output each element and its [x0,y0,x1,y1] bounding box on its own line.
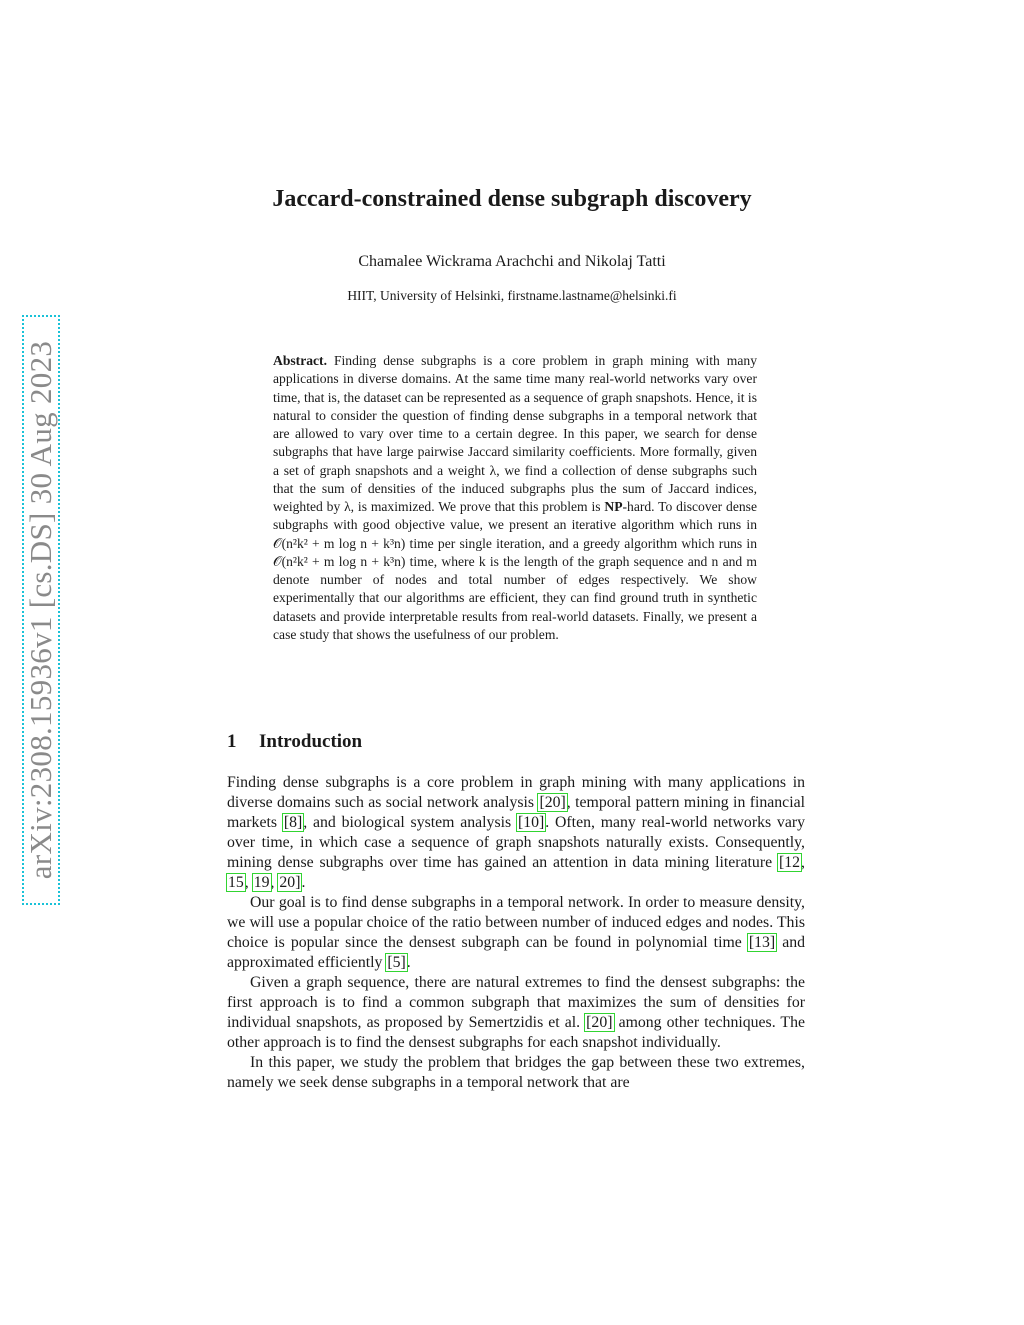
abstract-text-part2: -hard. To discover dense subgraphs with good objective value, we present an iterative algorithm which runs in 𝒪(n²k² + m log n + k³n) time per single iteration, and a greedy algorithm which runs in 𝒪(n²k² + m log n + k³n) time, where k is the length of the graph sequence and n and m denote number of nodes and total number of edges respectively. We show experimentally that our algorithms are efficient, they can find ground truth in synthetic datasets and provide interpretable results from real-world datasets. Finally, we present a case study that shows the usefulness of our problem. [273,499,757,642]
citation-link[interactable]: 19 [253,874,270,891]
citation-link[interactable]: [8] [283,814,303,831]
citation-link[interactable]: [13] [748,934,776,951]
p1-text-e: . [301,874,306,891]
paragraph-1 [227,773,805,893]
paragraph-4: In this paper, we study the problem that bridges the gap between these two extremes, namely we seek dense subgraphs in a temporal network that are [227,1054,805,1091]
p3-text-b: among other techniques. The other approach is to find the densest subgraphs for each snapshot individually. [227,1014,805,1051]
p2-text-a: Our goal is to find dense subgraphs in a temporal network. In order to measure density, we will use a popular choice of the ratio between number of induced edges and nodes. This choice is popular since the densest subgraph can be found in polynomial time [227,894,805,951]
paper-title: Jaccard-constrained dense subgraph discovery [272,186,752,212]
p1-sep: , [801,854,805,871]
p2-text-b: and approximated efficiently [227,934,805,971]
citation-link[interactable]: [12 [778,854,801,871]
p1-text-a: Finding dense subgraphs is a core problem in graph mining with many applications in diverse domains such as social network analysis [227,774,805,811]
paragraph-2 [227,893,805,973]
section-title: Introduction [259,731,363,752]
citation-link[interactable]: 20] [279,874,301,891]
p1-sep: , [244,874,253,891]
abstract-np: NP [604,499,623,514]
citation-link[interactable]: 15 [228,874,244,891]
arxiv-stamp [22,315,60,905]
citation-link[interactable]: [20] [539,794,566,811]
section-number: 1 [227,731,237,752]
abstract [273,352,757,644]
arxiv-id: arXiv:2308.15936v1 [cs.DS] 30 Aug 2023 [23,340,58,880]
abstract-text-part1: Finding dense subgraphs is a core problem in graph mining with many applications in diverse domains. At the same time many real-world networks vary over time, that is, the dataset can be represented as a sequence of graph snapshots. Hence, it is natural to consider the question of finding dense subgraphs in a temporal network that are allowed to vary over time to a certain degree. In this paper, we search for dense subgraphs that have large pairwise Jaccard similarity coefficients. More formally, given a set of graph snapshots and a weight λ, we find a collection of dense subgraphs such that the sum of densities of the induced subgraphs plus the sum of Jaccard indices, weighted by λ, is maximized. We prove that this problem is [273,353,757,514]
abstract-label: Abstract. [273,353,327,368]
p1-text-d: . Often, many real-world networks vary over time, in which case a sequence of graph snapshots naturally exists. Consequently, mining dense subgraphs over time has gained an attention in data mining literature [227,814,805,871]
p1-sep: , [270,874,279,891]
section-heading [227,731,362,753]
p3-text-a: Given a graph sequence, there are natural extremes to find the densest subgraphs: the first approach is to find a common subgraph that maximizes the sum of densities for individual snapshots, as proposed by Semertzidis et al. [227,974,805,1031]
citation-link[interactable]: [5] [387,954,406,971]
body-text [227,773,805,1093]
citation-link[interactable]: [20] [586,1014,613,1031]
p2-text-c: . [406,954,411,971]
p1-text-c: , and biological system analysis [303,814,517,831]
paper-affiliation: HIIT, University of Helsinki, firstname.lastname@helsinki.fi [347,288,677,303]
paper-authors: Chamalee Wickrama Arachchi and Nikolaj Tatti [358,253,666,270]
citation-link[interactable]: [10] [517,814,545,831]
paragraph-3 [227,973,805,1053]
p1-text-b: , temporal pattern mining in financial markets [227,794,805,831]
